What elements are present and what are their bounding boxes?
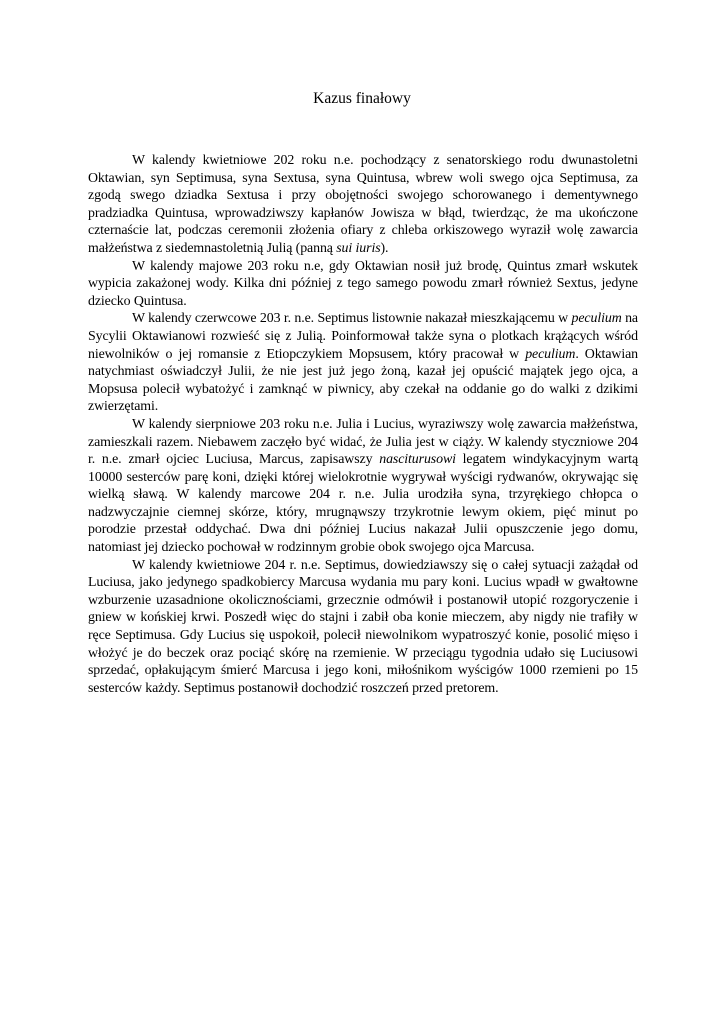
paragraph — [88, 152, 638, 258]
document-title: Kazus finałowy — [313, 90, 411, 107]
text-segment: W kalendy sierpniowe 203 roku n.e. Julia i Lucius, wyraziwszy wolę zawarcia małżeństwa, zamieszkali razem. Niebawem zaczęło być widać, że Julia jest w ciąży. W kalendy styczniowe 204 r. n.e. zmarł ojciec Luciusa, Marcus, zapisawszy — [88, 416, 638, 468]
italic-text-segment: sui iuris — [336, 240, 381, 256]
text-segment: . Oktawian natychmiast oświadczył Julii, że nie jest już jego żoną, kazał jej opuścić majątek jego ojca, a Mopsusa polecił wybatożyć i zamknąć w piwnicy, aby czekał na oddanie go do walki z dzikimi zwierzętami. — [88, 346, 638, 415]
document-body — [88, 152, 638, 697]
paragraph — [88, 416, 638, 557]
text-segment: W kalendy czerwcowe 203 r. n.e. Septimus listownie nakazał mieszkającemu w — [132, 311, 572, 327]
italic-text-segment: peculium — [571, 311, 622, 327]
text-segment: W kalendy kwietniowe 202 roku n.e. pochodzący z senatorskiego rodu dwunastoletni Oktawian, syn Septimusa, syna Sextusa, syna Quintusa, wbrew woli swego ojca Septimusa, za zgodą swego dziadka Sextusa i przy obojętności swojego schorowanego i dementywnego pradziadka Quintusa, wprowadziwszy kapłanów Jowisza w błąd, twierdząc, że ma ukończone czternaście lat, podczas ceremonii złożenia ofiary z chleba orkiszowego wyraził wolę zawarcia małżeństwa z siedemnastoletnią Julią (panną — [88, 153, 638, 256]
paragraph — [88, 310, 638, 416]
italic-text-segment: peculium — [525, 346, 576, 362]
text-segment: na Sycylii Oktawianowi rozwieść się z Julią. Poinformował także syna o plotkach krążących wśród niewolników o jej romansie z Etiopczykiem Mopsusem, który pracował w — [88, 311, 638, 362]
text-segment: W kalendy majowe 203 roku n.e, gdy Oktawian nosił już brodę, Quintus zmarł wskutek wypicia zakażonej wody. Kilka dni później z tego samego powodu zmarł również Sextus, jedyne dziecko Quintusa. — [88, 258, 638, 309]
paragraph — [88, 258, 638, 311]
text-segment: legatem windykacyjnym wartą 10000 sesterców parę koni, dzięki której wielokrotnie wygrywał wyścigi rydwanów, okrywając się wielką sławą. W kalendy marcowe 204 r. n.e. Julia urodziła syna, trzyrękiego chłopca o nadzwyczajnie ciemnej skórze, który, mrugnąwszy trzykrotnie lewym okiem, pięć minut po porodzie przestał oddychać. Dwa dni później Lucius nakazał Julii opuszczenie jego domu, natomiast jej dziecko pochował w rodzinnym grobie obok swojego ojca Marcusa. — [88, 452, 639, 556]
text-segment: W kalendy kwietniowe 204 r. n.e. Septimus, dowiedziawszy się o całej sytuacji zażądał od Luciusa, jako jedynego spadkobiercy Marcusa wydania mu pary koni. Lucius wpadł w gwałtowne wzburzenie uzasadnione okolicznościami, grzecznie odmówił i postanowił utopić rozgoryczenie i gniew w końskiej krwi. Poszedł więc do stajni i zabił oba konie mieczem, aby nigdy nie trafiły w ręce Septimusa. Gdy Lucius się uspokoił, polecił niewolnikom wypatroszyć konie, posolić mięso i włożyć je do beczek oraz pociąć skórę na rzemienie. W przeciągu tygodnia udało się Luciusowi sprzedać, opłakującym śmierć Marcusa i jego koni, miłośnikom wyścigów 1000 rzemieni po 15 sesterców każdy. Septimus postanowił dochodzić roszczeń przed pretorem. — [88, 557, 638, 696]
italic-text-segment: nasciturusowi — [379, 452, 456, 468]
paragraph — [88, 557, 638, 698]
text-segment: ). — [380, 240, 389, 256]
